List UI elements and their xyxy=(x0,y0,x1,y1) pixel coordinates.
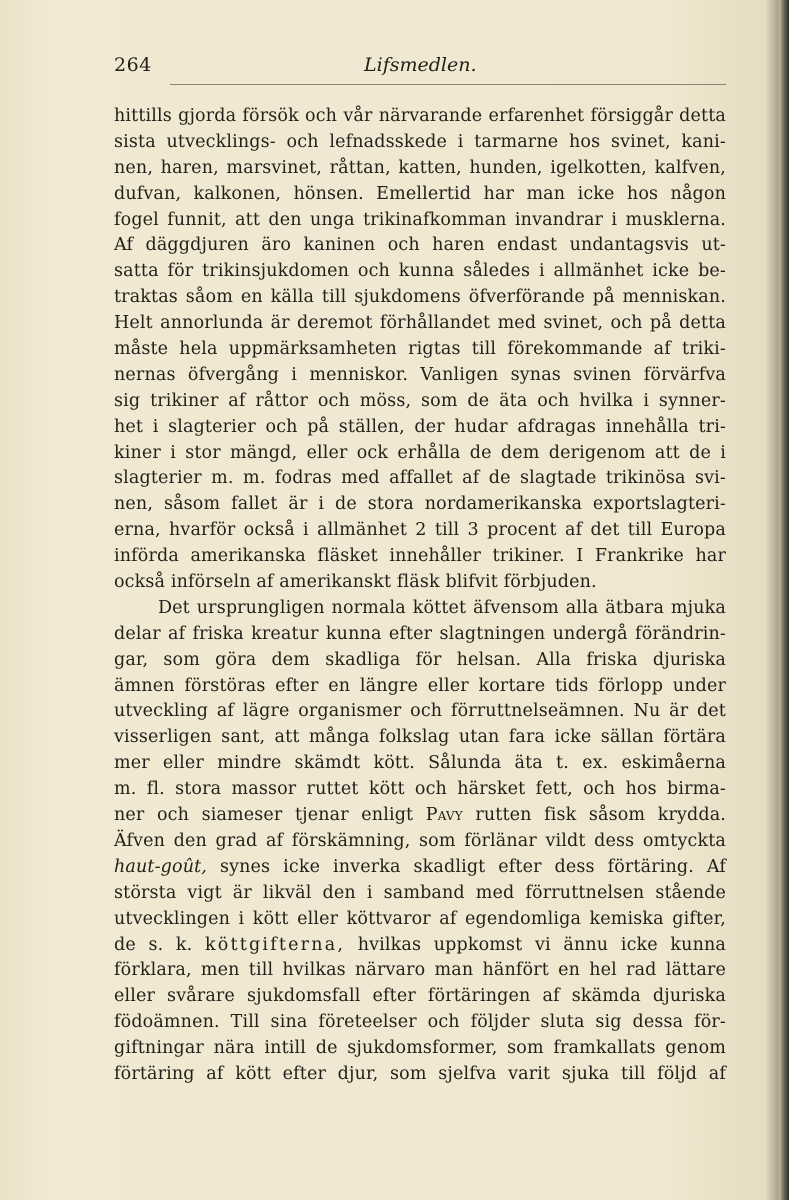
page-number: 264 xyxy=(114,54,152,76)
text-line: största vigt är likväl den i samband med förruttnelsen stående xyxy=(114,882,726,903)
author-name-pavy: Pavy xyxy=(425,805,463,826)
running-title: Lifsmedlen. xyxy=(364,54,477,76)
header-rule xyxy=(170,84,726,85)
text-line: hittills gjorda försök och vår närvarande erfarenhet försiggår detta xyxy=(114,106,726,126)
text-line: traktas såom en källa till sjukdomens öfverförande på menniskan. xyxy=(114,287,726,308)
text-line: ämnen förstöras efter en längre eller kortare tids förlopp under xyxy=(114,675,726,696)
text-line: mer eller mindre skämdt kött. Sålunda äta t. ex. eskimåerna xyxy=(114,753,726,774)
text-line: visserligen sant, att många folkslag utan fara icke sällan förtära xyxy=(114,727,726,748)
text-line: Af däggdjuren äro kaninen och haren endast undantagsvis ut- xyxy=(114,235,726,256)
spaced-term-koettgifterna: köttgifterna, xyxy=(205,934,346,955)
text-line: slagterier m. m. fodras med affallet af de slagtade trikinösa svi- xyxy=(114,468,726,489)
text-line: fogel funnit, att den unga trikinafkomman invandrar i musklerna. xyxy=(114,209,726,230)
text-line: sista utvecklings- och lefnadsskede i tarmarne hos svinet, kani- xyxy=(114,131,726,152)
book-spine-edge xyxy=(779,0,789,1200)
text-line-koettgifterna xyxy=(114,933,726,959)
line-text: hvilkas uppkomst vi ännu icke kunna xyxy=(345,934,726,955)
line-text: synes icke inverka skadligt efter dess förtäring. Af xyxy=(207,856,726,877)
text-line-haut-gout xyxy=(114,855,726,881)
text-line: förklara, men till hvilkas närvaro man hänfört en hel rad lättare xyxy=(114,960,726,981)
text-line: m. fl. stora massor ruttet kött och härsket fett, och hos birma- xyxy=(114,779,726,800)
paragraph-start-line: Det ursprungligen normala köttet äfvensom alla ätbara mjuka xyxy=(158,597,726,618)
text-line: måste hela uppmärksamheten rigtas till förekommande af triki- xyxy=(114,339,726,360)
text-line: gar, som göra dem skadliga för helsan. Alla friska djuriska xyxy=(114,649,726,670)
line-text: rutten fisk såsom krydda. xyxy=(462,805,727,826)
text-line: utvecklingen i kött eller köttvaror af egendomliga kemiska gifter, xyxy=(114,908,726,929)
body-text xyxy=(114,104,726,1088)
text-line: införda amerikanska fläsket innehåller trikiner. I Frankrike har xyxy=(114,546,726,567)
text-line: giftningar nära intill de sjukdomsformer, som framkallats genom xyxy=(114,1038,726,1059)
line-text: ner och siameser tjenar enligt xyxy=(114,805,426,826)
text-line: sig trikiner af råttor och möss, som de äta och hvilka i synner- xyxy=(114,390,726,411)
text-line: förtäring af kött efter djur, som sjelfva varit sjuka till följd af xyxy=(114,1063,726,1084)
text-line: delar af friska kreatur kunna efter slagtningen undergå förändrin- xyxy=(114,623,726,644)
text-line: Helt annorlunda är deremot förhållandet med svinet, och på detta xyxy=(114,313,726,334)
text-line: nen, såsom fallet är i de stora nordamerikanska exportslagteri- xyxy=(114,494,726,515)
text-line: nen, haren, marsvinet, råttan, katten, hunden, igelkotten, kalfven, xyxy=(114,157,726,178)
text-line: dufvan, kalkonen, hönsen. Emellertid har man icke hos någon xyxy=(114,183,726,204)
text-line-pavy xyxy=(114,803,726,829)
text-line: erna, hvarför också i allmänhet 2 till 3 procent af det till Europa xyxy=(114,520,726,541)
italic-term-haut-gout: haut-goût, xyxy=(114,856,208,877)
running-head xyxy=(114,54,724,84)
line-text: de s. k. xyxy=(114,934,205,955)
text-line: satta för trikinsjukdomen och kunna således i allmänhet icke be- xyxy=(114,261,726,282)
text-line: födoämnen. Till sina företeelser och följder sluta sig dessa för- xyxy=(114,1012,726,1033)
text-line: het i slagterier och på ställen, der hudar afdragas innehålla tri- xyxy=(114,416,726,437)
paragraph-end-line: också införseln af amerikanskt fläsk blifvit förbjuden. xyxy=(114,572,597,593)
text-line: eller svårare sjukdomsfall efter förtäringen af skämda djuriska xyxy=(114,986,726,1007)
text-line: utveckling af lägre organismer och förruttnelseämnen. Nu är det xyxy=(114,701,726,722)
text-line: kiner i stor mängd, eller ock erhålla de dem derigenom att de i xyxy=(114,442,726,463)
text-line: Äfven den grad af förskämning, som förlänar vildt dess omtyckta xyxy=(114,830,726,851)
text-line: nernas öfvergång i menniskor. Vanligen synas svinen förvärfva xyxy=(114,364,726,385)
